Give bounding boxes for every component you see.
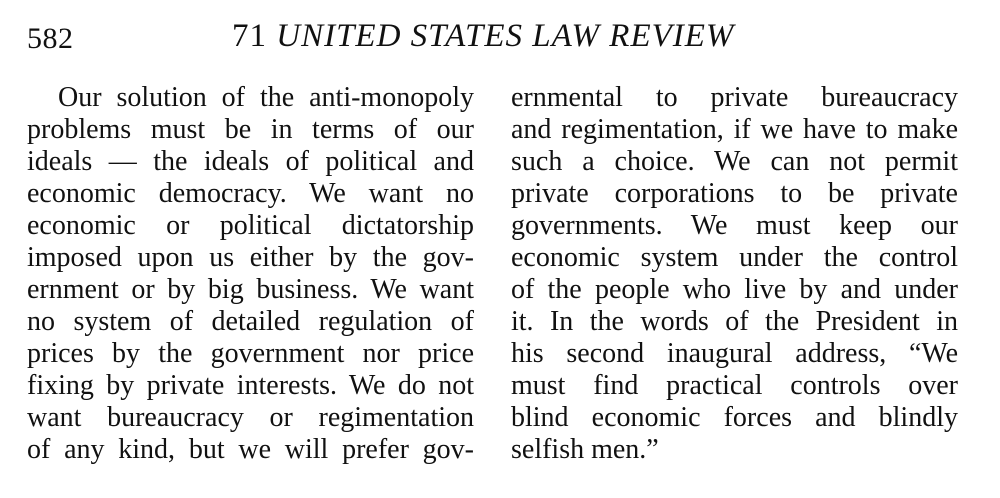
text-line: and regimentation, if we have to make [511,114,958,145]
text-line: prices by the government nor price [27,338,474,369]
text-line: ernment or by big business. We want [27,274,474,305]
text-line: governments. We must keep our [511,210,958,241]
right-column [511,82,958,466]
text-line: selfish men.” [511,434,659,465]
text-line: imposed upon us either by the gov- [27,242,474,273]
text-line: no system of detailed regulation of [27,306,474,337]
text-line: economic or political dictatorship [27,210,474,241]
text-line: blind economic forces and blindly [511,402,958,433]
journal-title: UNITED STATES LAW REVIEW [276,18,735,54]
text-line: problems must be in terms of our [27,114,474,145]
text-line: ernmental to private bureaucracy [511,82,958,113]
text-line: private corporations to be private [511,178,958,209]
text-line: it. In the words of the President in [511,306,958,337]
text-line: economic system under the control [511,242,958,273]
left-column [27,82,474,466]
text-line: economic democracy. We want no [27,178,474,209]
text-line: his second inaugural address, “We [511,338,958,369]
volume-number: 71 [232,18,267,54]
text-line: Our solution of the anti-monopoly [58,82,474,113]
running-head [232,18,734,55]
page-number: 582 [27,22,74,55]
text-line: must find practical controls over [511,370,958,401]
text-line: want bureaucracy or regimentation [27,402,474,433]
text-line: of the people who live by and under [511,274,958,305]
text-line: of any kind, but we will prefer gov- [27,434,474,465]
text-line: such a choice. We can not permit [511,146,958,177]
page-header [27,18,973,68]
text-line: fixing by private interests. We do not [27,370,474,401]
text-line: ideals — the ideals of political and [27,146,474,177]
